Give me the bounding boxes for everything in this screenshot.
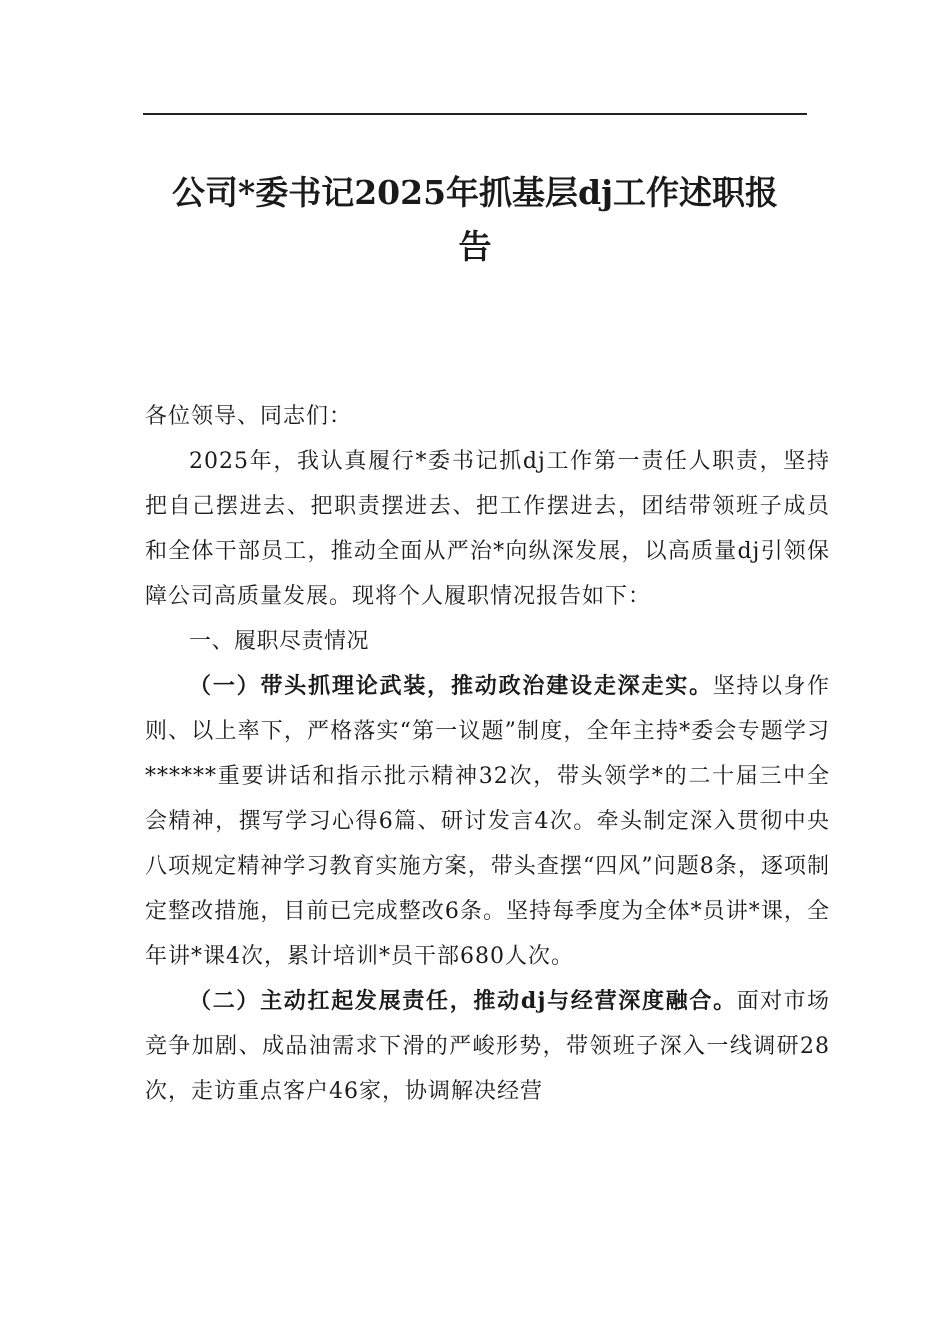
section-heading-1: 一、履职尽责情况 — [189, 629, 370, 654]
header-rule — [143, 113, 807, 115]
intro-paragraph: 2025年，我认真履行*委书记抓dj工作第一责任人职责，坚持把自己摆进去、把职责摆进去、把工作摆进去，团结带领班子成员和全体干部员工，推动全面从严治*向纵深发展，以高质量dj引领保障公司高质量发展。现将个人履职情况报告如下： — [145, 449, 830, 609]
item-1-body: 坚持以身作则、以上率下，严格落实“第一议题”制度，全年主持*委会专题学习******重要讲话和指示批示精神32次，带头领学*的二十届三中全会精神，撰写学习心得6篇、研讨发言4次。牵头制定深入贯彻中央八项规定精神学习教育实施方案，带头查摆“四风”问题8条，逐项制定整改措施，目前已完成整改6条。坚持每季度为全体*员讲*课，全年讲*课4次，累计培训*员干部680人次。 — [145, 674, 830, 969]
item-2-paragraph — [145, 979, 830, 1114]
item-2-body: 面对市场竞争加剧、成品油需求下滑的严峻形势，带领班子深入一线调研28次，走访重点客户46家，协调解决经营 — [145, 989, 830, 1104]
title-line-1: 公司*委书记2025年抓基层dj工作述职报 — [171, 173, 779, 212]
document-title — [143, 166, 807, 274]
item-1-lead: （一）带头抓理论武装，推动政治建设走深走实。 — [189, 673, 713, 699]
item-2-lead: （二）主动扛起发展责任，推动dj与经营深度融合。 — [189, 988, 737, 1014]
item-1-paragraph — [145, 664, 830, 979]
salutation: 各位领导、同志们： — [145, 404, 353, 429]
title-line-2: 告 — [458, 227, 492, 266]
document-body — [145, 394, 830, 1114]
